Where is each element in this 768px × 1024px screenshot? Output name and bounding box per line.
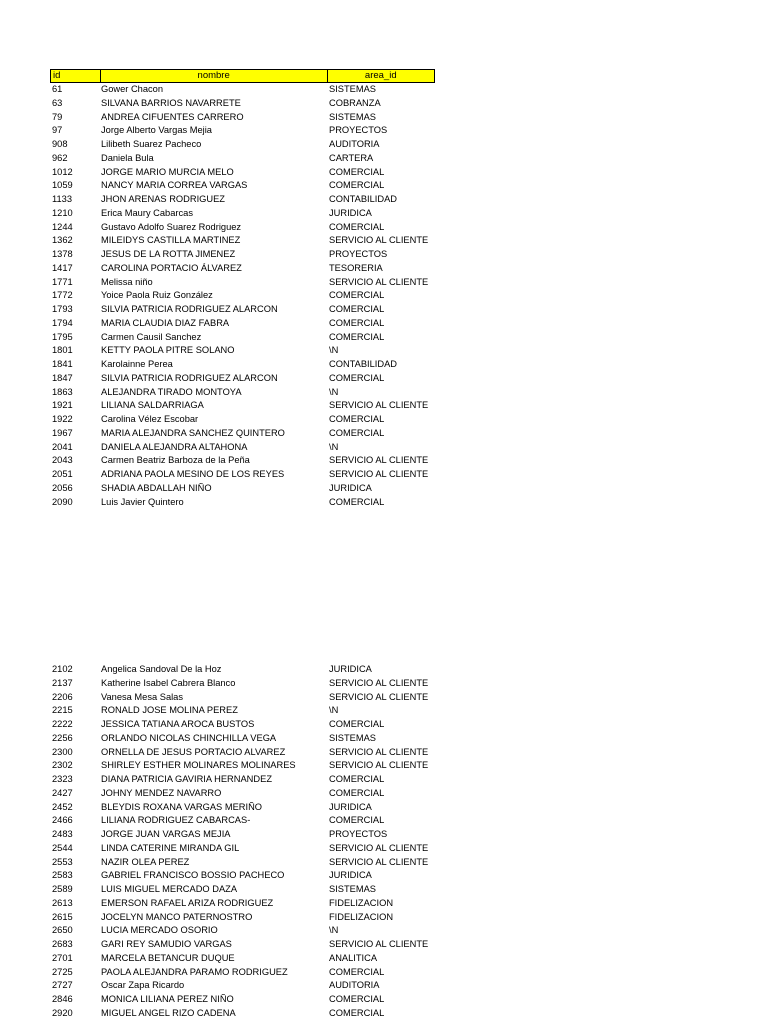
table-row (50, 704, 435, 718)
table-row (50, 83, 435, 97)
cell-id: 2323 (52, 774, 73, 784)
cell-nombre: MARIA CLAUDIA DIAZ FABRA (101, 317, 230, 328)
table-row (50, 372, 435, 386)
cell-id: 2701 (52, 952, 73, 963)
cell-area-id: SERVICIO AL CLIENTE (329, 455, 429, 466)
table-row (50, 979, 435, 993)
cell-id: 1210 (52, 207, 73, 218)
cell-nombre: Yoice Paola Ruiz González (101, 290, 213, 301)
cell-id: 1795 (52, 331, 73, 342)
cell-id: 2452 (52, 801, 73, 812)
cell-id: 1417 (52, 262, 73, 273)
cell-id: 2920 (52, 1007, 73, 1018)
cell-id: 1771 (52, 276, 73, 287)
table-row (50, 814, 435, 828)
table-row (50, 828, 435, 842)
table-row (50, 883, 435, 897)
cell-area-id: FIDELIZACION (329, 897, 394, 908)
cell-id: 908 (52, 139, 68, 149)
cell-area-id: CONTABILIDAD (329, 359, 398, 369)
table-row (50, 773, 435, 787)
cell-nombre: JESSICA TATIANA AROCA BUSTOS (101, 719, 255, 729)
table-row (50, 952, 435, 966)
table-row (50, 468, 435, 482)
cell-area-id: SERVICIO AL CLIENTE (329, 760, 429, 771)
cell-nombre: Jorge Alberto Vargas Mejia (101, 125, 212, 136)
cell-nombre: NAZIR OLEA PEREZ (101, 856, 190, 867)
cell-area-id: AUDITORIA (329, 980, 380, 991)
cell-id: 1921 (52, 400, 73, 411)
cell-nombre: JORGE JUAN VARGAS MEJIA (101, 829, 231, 839)
table-row (50, 718, 435, 732)
cell-nombre: Lilibeth Suarez Pacheco (101, 139, 202, 149)
cell-id: 2846 (52, 994, 73, 1004)
cell-area-id: SERVICIO AL CLIENTE (329, 691, 429, 702)
cell-id: 2683 (52, 939, 73, 949)
cell-id: 1922 (52, 414, 73, 424)
cell-area-id: COMERCIAL (329, 966, 385, 977)
cell-nombre: Luis Javier Quintero (101, 496, 184, 507)
cell-id: 2613 (52, 897, 73, 908)
cell-area-id: SERVICIO AL CLIENTE (329, 746, 429, 757)
cell-id: 1841 (52, 359, 73, 369)
cell-area-id: COMERCIAL (329, 496, 385, 507)
table-row (50, 262, 435, 276)
table-row (50, 111, 435, 125)
cell-nombre: GARI REY SAMUDIO VARGAS (101, 939, 232, 949)
cell-area-id: PROYECTOS (329, 249, 388, 259)
cell-area-id: SERVICIO AL CLIENTE (329, 400, 429, 411)
cell-id: 1133 (52, 194, 72, 204)
cell-area-id: COMERCIAL (329, 815, 385, 826)
cell-area-id: \N (329, 386, 339, 397)
cell-id: 2041 (52, 441, 73, 452)
cell-area-id: COMERCIAL (329, 994, 385, 1004)
cell-id: 2137 (52, 677, 73, 688)
cell-area-id: SERVICIO AL CLIENTE (329, 235, 429, 246)
table-row (50, 221, 435, 235)
cell-nombre: LUIS MIGUEL MERCADO DAZA (101, 884, 238, 894)
table-row (50, 993, 435, 1007)
table-row (50, 482, 435, 496)
cell-area-id: AUDITORIA (329, 139, 380, 149)
cell-id: 63 (52, 97, 63, 108)
cell-nombre: Carmen Beatriz Barboza de la Peña (101, 455, 250, 466)
table-row (50, 801, 435, 815)
cell-nombre: GABRIEL FRANCISCO BOSSIO PACHECO (101, 870, 285, 881)
table-row (50, 303, 435, 317)
cell-id: 2302 (52, 760, 73, 771)
cell-nombre: MIGUEL ANGEL RIZO CADENA (101, 1007, 236, 1018)
cell-area-id: SERVICIO AL CLIENTE (329, 856, 429, 867)
cell-area-id: SISTEMAS (329, 884, 377, 894)
cell-area-id: COMERCIAL (329, 414, 385, 424)
cell-area-id: COBRANZA (329, 97, 381, 108)
cell-id: 2589 (52, 884, 73, 894)
table-row (50, 746, 435, 760)
cell-id: 79 (52, 111, 63, 122)
cell-area-id: SISTEMAS (329, 84, 377, 94)
cell-area-id: SERVICIO AL CLIENTE (329, 939, 429, 949)
cell-id: 2544 (52, 842, 73, 853)
cell-nombre: ALEJANDRA TIRADO MONTOYA (101, 386, 242, 397)
cell-id: 2051 (52, 469, 73, 479)
table-row (50, 276, 435, 290)
cell-id: 2725 (52, 966, 73, 977)
cell-nombre: ANDREA CIFUENTES CARRERO (101, 111, 244, 122)
cell-nombre: MILEIDYS CASTILLA MARTINEZ (101, 235, 241, 246)
cell-area-id: JURIDICA (329, 801, 372, 812)
cell-area-id: COMERCIAL (329, 166, 385, 177)
cell-area-id: SERVICIO AL CLIENTE (329, 276, 429, 287)
table-row (50, 496, 435, 510)
table-row (50, 179, 435, 193)
table-row (50, 413, 435, 427)
cell-id: 2206 (52, 691, 73, 702)
cell-nombre: Karolainne Perea (101, 359, 173, 369)
cell-nombre: SILVIA PATRICIA RODRIGUEZ ALARCON (101, 304, 278, 314)
cell-area-id: \N (329, 705, 339, 716)
cell-id: 2727 (52, 980, 73, 991)
cell-nombre: SHIRLEY ESTHER MOLINARES MOLINARES (101, 760, 296, 771)
cell-nombre: Katherine Isabel Cabrera Blanco (101, 677, 236, 688)
table-row (50, 124, 435, 138)
cell-nombre: DANIELA ALEJANDRA ALTAHONA (101, 441, 248, 452)
cell-nombre: JHON ARENAS RODRIGUEZ (101, 194, 225, 204)
cell-area-id: COMERCIAL (329, 372, 385, 383)
table-row (50, 152, 435, 166)
cell-id: 2553 (52, 856, 73, 867)
table-row (50, 399, 435, 413)
employee-table-bottom (50, 663, 435, 1021)
cell-id: 2215 (52, 705, 73, 716)
cell-area-id: COMERCIAL (329, 331, 385, 342)
cell-area-id: SERVICIO AL CLIENTE (329, 469, 429, 479)
cell-nombre: MARCELA BETANCUR DUQUE (101, 952, 235, 963)
table-row (50, 732, 435, 746)
cell-area-id: COMERCIAL (329, 787, 385, 798)
table-row (50, 911, 435, 925)
cell-nombre: MONICA LILIANA PEREZ NIÑO (101, 994, 234, 1004)
cell-area-id: PROYECTOS (329, 829, 388, 839)
cell-id: 1772 (52, 290, 73, 301)
table-row (50, 234, 435, 248)
cell-area-id: COMERCIAL (329, 774, 385, 784)
cell-nombre: Carmen Causil Sanchez (101, 331, 202, 342)
cell-nombre: RONALD JOSE MOLINA PEREZ (101, 705, 238, 716)
table-row (50, 897, 435, 911)
table-row (50, 97, 435, 111)
cell-nombre: Angelica Sandoval De la Hoz (101, 664, 222, 674)
cell-area-id: CONTABILIDAD (329, 194, 398, 204)
employee-table-top (50, 69, 435, 509)
column-header-id: id (53, 70, 61, 81)
table-row (50, 869, 435, 883)
table-row (50, 856, 435, 870)
table-row (50, 441, 435, 455)
cell-area-id: COMERCIAL (329, 180, 385, 191)
table-row (50, 248, 435, 262)
cell-area-id: TESORERIA (329, 262, 383, 273)
cell-id: 1244 (52, 221, 73, 232)
cell-area-id: JURIDICA (329, 482, 372, 493)
cell-area-id: COMERCIAL (329, 317, 385, 328)
cell-nombre: MARIA ALEJANDRA SANCHEZ QUINTERO (101, 427, 285, 438)
cell-nombre: KETTY PAOLA PITRE SOLANO (101, 345, 235, 356)
cell-area-id: PROYECTOS (329, 125, 388, 136)
table-body-top (50, 83, 435, 509)
cell-nombre: Oscar Zapa Ricardo (101, 980, 185, 991)
cell-nombre: LILIANA RODRIGUEZ CABARCAS- (101, 815, 251, 826)
cell-id: 2056 (52, 482, 73, 493)
cell-id: 2043 (52, 455, 73, 466)
cell-id: 2090 (52, 496, 73, 507)
cell-nombre: JOHNY MENDEZ NAVARRO (101, 787, 222, 798)
cell-id: 2650 (52, 925, 73, 936)
table-row (50, 166, 435, 180)
cell-area-id: \N (329, 441, 339, 452)
table-row (50, 386, 435, 400)
cell-id: 2300 (52, 746, 73, 757)
column-header-area-id: area_id (327, 70, 434, 82)
table-row (50, 289, 435, 303)
table-row (50, 924, 435, 938)
cell-id: 2222 (52, 719, 73, 729)
cell-area-id: JURIDICA (329, 870, 372, 881)
cell-id: 1801 (52, 345, 73, 356)
table-row (50, 842, 435, 856)
table-row (50, 358, 435, 372)
cell-id: 97 (52, 125, 63, 136)
cell-id: 2102 (52, 664, 73, 674)
table-row (50, 759, 435, 773)
table-row (50, 691, 435, 705)
cell-area-id: FIDELIZACION (329, 911, 394, 922)
table-row (50, 938, 435, 952)
column-header-nombre: nombre (100, 70, 327, 82)
cell-id: 1378 (52, 249, 73, 259)
cell-nombre: SILVIA PATRICIA RODRIGUEZ ALARCON (101, 372, 278, 383)
cell-area-id: \N (329, 925, 339, 936)
table-row (50, 317, 435, 331)
cell-id: 2583 (52, 870, 73, 881)
table-row (50, 344, 435, 358)
cell-id: 1012 (52, 166, 73, 177)
cell-nombre: Vanesa Mesa Salas (101, 691, 183, 702)
cell-nombre: LILIANA SALDARRIAGA (101, 400, 204, 411)
table-header (50, 69, 435, 83)
table-row (50, 193, 435, 207)
cell-id: 1967 (52, 427, 73, 438)
cell-nombre: Carolina Vélez Escobar (101, 414, 199, 424)
cell-nombre: ORNELLA DE JESUS PORTACIO ALVAREZ (101, 746, 286, 757)
cell-nombre: Gower Chacon (101, 84, 164, 94)
cell-nombre: DIANA PATRICIA GAVIRIA HERNANDEZ (101, 774, 272, 784)
cell-nombre: PAOLA ALEJANDRA PARAMO RODRIGUEZ (101, 966, 288, 977)
cell-area-id: SERVICIO AL CLIENTE (329, 677, 429, 688)
cell-area-id: CARTERA (329, 152, 374, 163)
cell-area-id: COMERCIAL (329, 1007, 385, 1018)
cell-id: 1793 (52, 304, 73, 314)
cell-area-id: SISTEMAS (329, 111, 377, 122)
cell-area-id: SISTEMAS (329, 732, 377, 743)
cell-nombre: Daniela Bula (101, 152, 154, 163)
cell-nombre: Melissa niño (101, 276, 153, 287)
cell-area-id: JURIDICA (329, 207, 372, 218)
table-row (50, 138, 435, 152)
cell-nombre: Gustavo Adolfo Suarez Rodriguez (101, 221, 242, 232)
table-row (50, 966, 435, 980)
cell-nombre: LUCIA MERCADO OSORIO (101, 925, 218, 936)
cell-id: 2427 (52, 787, 73, 798)
cell-nombre: SHADIA ABDALLAH NIÑO (101, 482, 212, 493)
table-row (50, 663, 435, 677)
cell-area-id: JURIDICA (329, 664, 372, 674)
cell-nombre: ADRIANA PAOLA MESINO DE LOS REYES (101, 469, 285, 479)
cell-nombre: NANCY MARIA CORREA VARGAS (101, 180, 248, 191)
cell-area-id: ANALITICA (329, 952, 378, 963)
table-body-bottom (50, 663, 435, 1021)
table-row (50, 677, 435, 691)
cell-id: 1794 (52, 317, 73, 328)
cell-id: 1362 (52, 235, 73, 246)
cell-area-id: COMERCIAL (329, 427, 385, 438)
cell-id: 1847 (52, 372, 73, 383)
cell-area-id: SERVICIO AL CLIENTE (329, 842, 429, 853)
cell-nombre: EMERSON RAFAEL ARIZA RODRIGUEZ (101, 897, 274, 908)
cell-nombre: LINDA CATERINE MIRANDA GIL (101, 842, 240, 853)
cell-id: 1863 (52, 386, 73, 397)
cell-nombre: JESUS DE LA ROTTA JIMENEZ (101, 249, 236, 259)
cell-area-id: COMERCIAL (329, 290, 385, 301)
cell-id: 2615 (52, 911, 73, 922)
cell-area-id: COMERCIAL (329, 304, 385, 314)
cell-nombre: JORGE MARIO MURCIA MELO (101, 166, 234, 177)
cell-nombre: CAROLINA PORTACIO ÁLVAREZ (101, 262, 242, 273)
cell-nombre: SILVANA BARRIOS NAVARRETE (101, 97, 241, 108)
cell-id: 2256 (52, 732, 73, 743)
cell-nombre: ORLANDO NICOLAS CHINCHILLA VEGA (101, 732, 277, 743)
table-row (50, 207, 435, 221)
cell-id: 2483 (52, 829, 73, 839)
table-row (50, 787, 435, 801)
cell-area-id: \N (329, 345, 339, 356)
cell-nombre: Erica Maury Cabarcas (101, 207, 193, 218)
cell-nombre: BLEYDIS ROXANA VARGAS MERIÑO (101, 801, 263, 812)
cell-id: 61 (52, 84, 63, 94)
cell-id: 962 (52, 152, 68, 163)
table-row (50, 427, 435, 441)
table-row (50, 1007, 435, 1021)
cell-area-id: COMERCIAL (329, 719, 385, 729)
cell-id: 2466 (52, 815, 73, 826)
cell-nombre: JOCELYN MANCO PATERNOSTRO (101, 911, 253, 922)
cell-area-id: COMERCIAL (329, 221, 385, 232)
cell-id: 1059 (52, 180, 73, 191)
table-row (50, 454, 435, 468)
table-row (50, 331, 435, 345)
